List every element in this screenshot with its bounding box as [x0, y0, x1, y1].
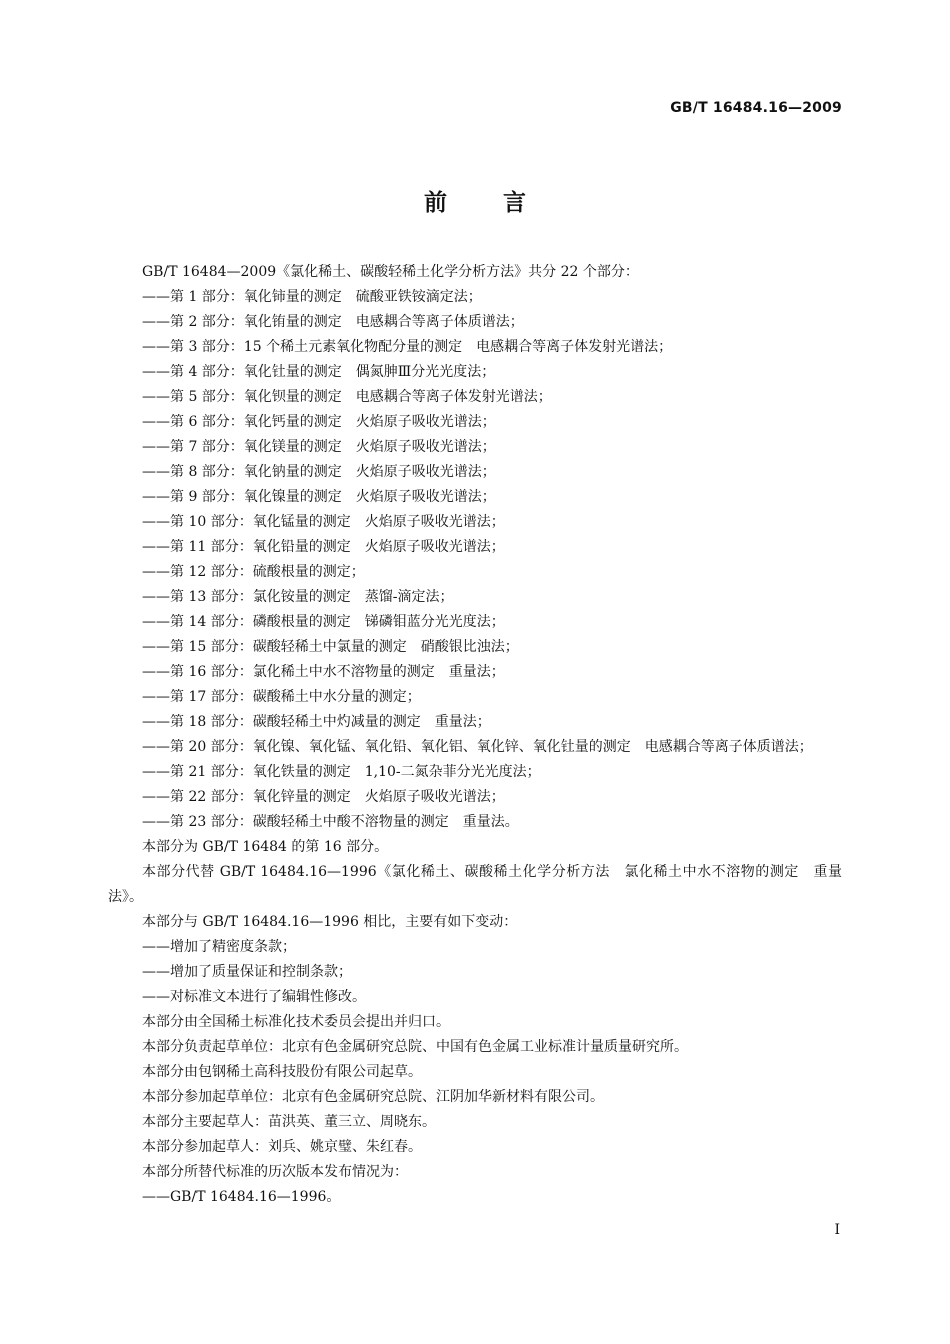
list-item: ——第 7 部分：氧化镁量的测定 火焰原子吸收光谱法；: [142, 439, 496, 455]
standard-code: GB/T 16484.16—2009: [670, 100, 842, 116]
changes-list: [108, 935, 842, 1010]
list-item: ——第 15 部分：碳酸轻稀土中氯量的测定 硝酸银比浊法；: [142, 639, 519, 655]
statement-paragraph: 本部分主要起草人：苗洪英、董三立、周晓东。: [142, 1114, 436, 1130]
page-title: 前言: [424, 190, 582, 216]
intro-paragraph: GB/T 16484—2009《氯化稀土、碳酸轻稀土化学分析方法》共分 22 个部分：: [142, 264, 639, 280]
list-item: ——第 9 部分：氧化镍量的测定 火焰原子吸收光谱法；: [142, 489, 496, 505]
list-item: ——第 20 部分：氧化镍、氧化锰、氧化铅、氧化铝、氧化锌、氧化钍量的测定 电感耦合等离子体质谱法；: [142, 739, 813, 755]
list-item: ——第 13 部分：氯化铵量的测定 蒸馏-滴定法；: [142, 589, 454, 605]
foreword-body: [108, 260, 842, 1210]
changes-intro-paragraph: 本部分与 GB/T 16484.16—1996 相比，主要有如下变动：: [142, 914, 518, 930]
list-item: ——第 10 部分：氧化锰量的测定 火焰原子吸收光谱法；: [142, 514, 505, 530]
statement-paragraph: 本部分参加起草人：刘兵、姚京璧、朱红春。: [142, 1139, 422, 1155]
statement-paragraph: 本部分由全国稀土标准化技术委员会提出并归口。: [142, 1014, 450, 1030]
replaces-paragraph: 本部分代替 GB/T 16484.16—1996《氯化稀土、碳酸稀土化学分析方法 氯化稀土中水不溶物的测定 重量法》。: [108, 864, 842, 905]
list-item: ——第 6 部分：氧化钙量的测定 火焰原子吸收光谱法；: [142, 414, 496, 430]
history-item: ——GB/T 16484.16—1996。: [142, 1189, 341, 1205]
list-item: ——第 4 部分：氧化钍量的测定 偶氮胂Ⅲ分光光度法；: [142, 364, 496, 380]
statement-paragraph: 本部分负责起草单位：北京有色金属研究总院、中国有色金属工业标准计量质量研究所。: [142, 1039, 688, 1055]
list-item: ——第 14 部分：磷酸根量的测定 锑磷钼蓝分光光度法；: [142, 614, 505, 630]
parts-list: [108, 285, 842, 835]
list-item: ——第 17 部分：碳酸稀土中水分量的测定；: [142, 689, 421, 705]
list-item: ——第 23 部分：碳酸轻稀土中酸不溶物量的测定 重量法。: [142, 814, 519, 830]
list-item: ——第 5 部分：氧化钡量的测定 电感耦合等离子体发射光谱法；: [142, 389, 552, 405]
this-part-paragraph: 本部分为 GB/T 16484 的第 16 部分。: [142, 839, 389, 855]
list-item: ——第 22 部分：氧化锌量的测定 火焰原子吸收光谱法；: [142, 789, 505, 805]
list-item: ——增加了质量保证和控制条款；: [142, 964, 352, 980]
list-item: ——第 3 部分：15 个稀土元素氧化物配分量的测定 电感耦合等离子体发射光谱法；: [142, 339, 673, 355]
statement-paragraph: 本部分参加起草单位：北京有色金属研究总院、江阴加华新材料有限公司。: [142, 1089, 604, 1105]
statement-paragraph: 本部分由包钢稀土高科技股份有限公司起草。: [142, 1064, 422, 1080]
list-item: ——第 18 部分：碳酸轻稀土中灼减量的测定 重量法；: [142, 714, 491, 730]
statement-paragraph: 本部分所替代标准的历次版本发布情况为：: [142, 1164, 408, 1180]
statements-list: [108, 1010, 842, 1185]
list-item: ——第 1 部分：氧化铈量的测定 硫酸亚铁铵滴定法；: [142, 289, 482, 305]
list-item: ——增加了精密度条款；: [142, 939, 296, 955]
list-item: ——第 2 部分：氧化铕量的测定 电感耦合等离子体质谱法；: [142, 314, 524, 330]
list-item: ——第 8 部分：氧化钠量的测定 火焰原子吸收光谱法；: [142, 464, 496, 480]
page-number: I: [834, 1222, 840, 1238]
list-item: ——第 11 部分：氧化铅量的测定 火焰原子吸收光谱法；: [142, 539, 505, 555]
list-item: ——第 21 部分：氧化铁量的测定 1,10-二氮杂菲分光光度法；: [142, 764, 541, 780]
list-item: ——对标准文本进行了编辑性修改。: [142, 989, 366, 1005]
list-item: ——第 12 部分：硫酸根量的测定；: [142, 564, 365, 580]
list-item: ——第 16 部分：氯化稀土中水不溶物量的测定 重量法；: [142, 664, 505, 680]
